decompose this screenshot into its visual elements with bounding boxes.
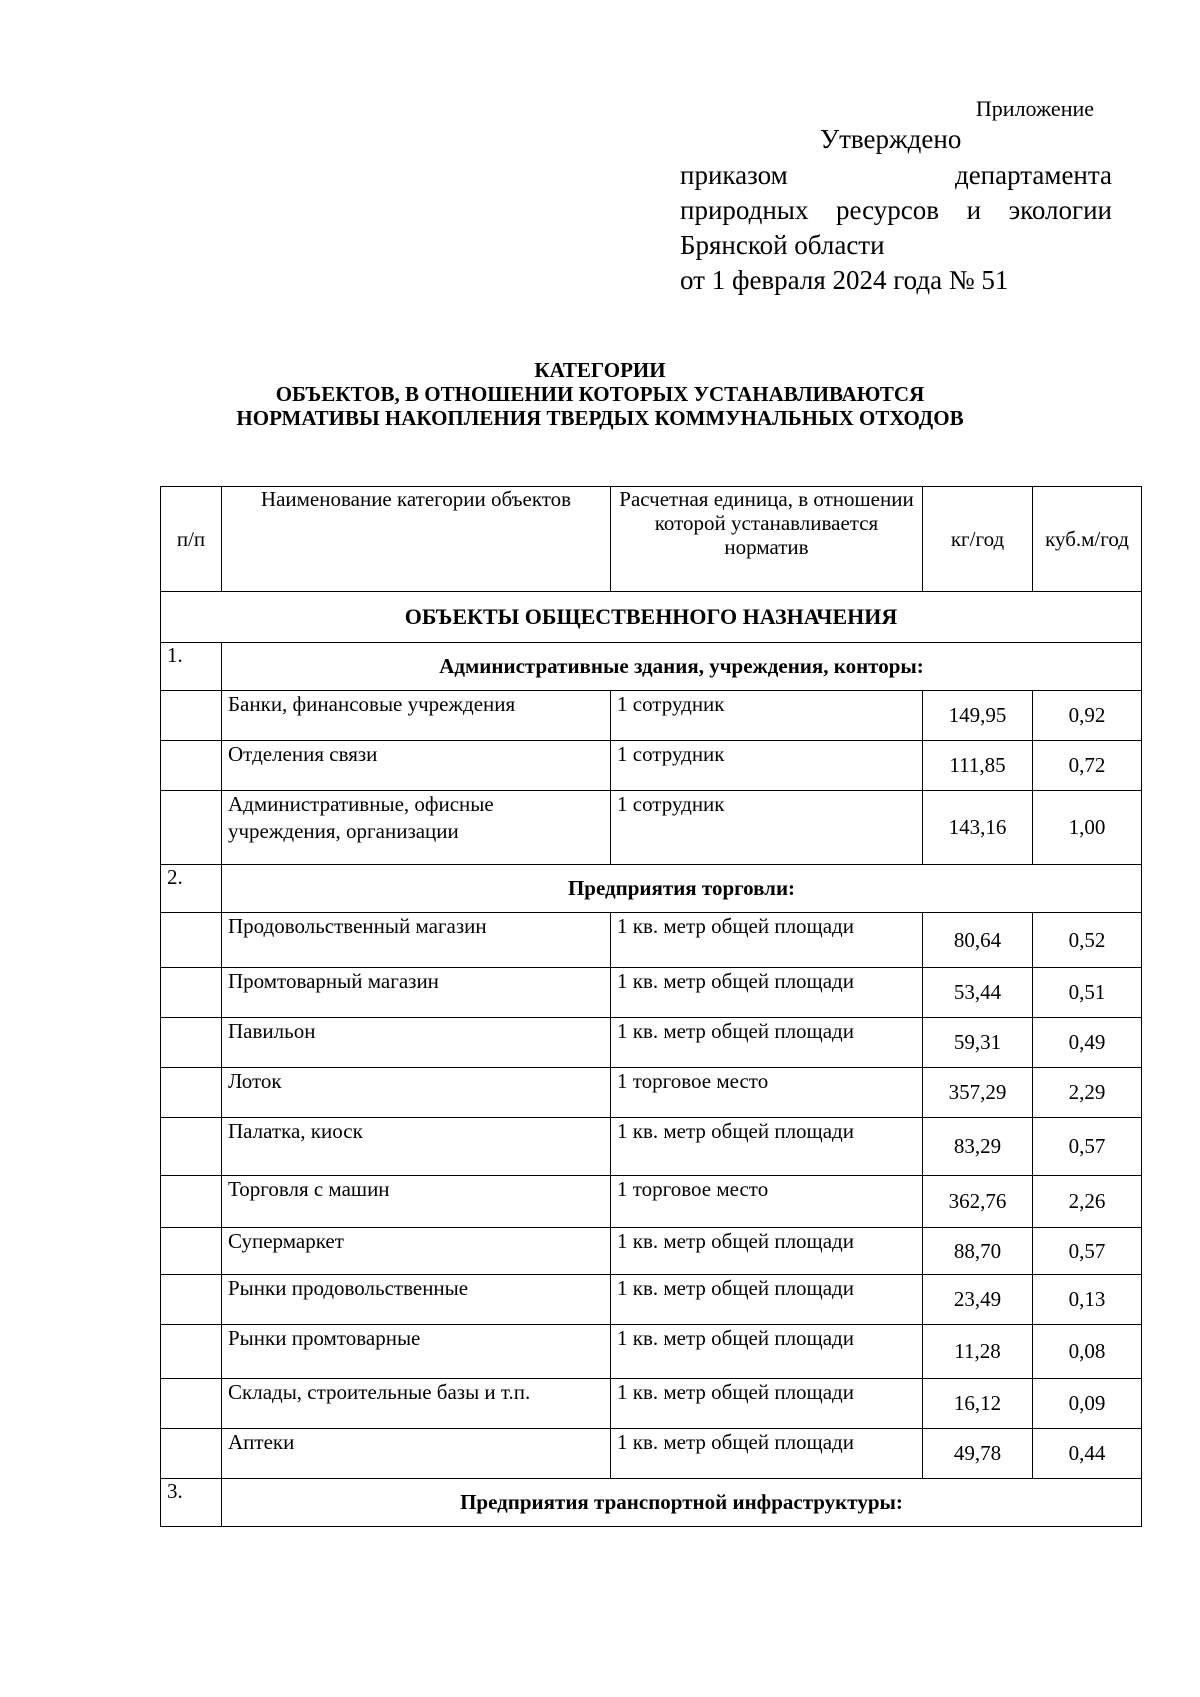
calc-unit: 1 кв. метр общей площади: [611, 1379, 923, 1429]
document-title: [0, 358, 1200, 430]
category-name: Супермаркет: [222, 1228, 611, 1275]
category-name: Административные, офисные учреждения, организации: [222, 791, 611, 865]
calc-unit: 1 кв. метр общей площади: [611, 1228, 923, 1275]
approval-block: [0, 0, 1200, 300]
approval-line-1: [680, 158, 1112, 193]
approval-order-text: [680, 158, 1112, 298]
table-row: [161, 1228, 1142, 1275]
table-row: [161, 1379, 1142, 1429]
kg-per-year: 53,44: [923, 968, 1033, 1018]
group-row: [161, 1479, 1142, 1527]
approval-line-3: Брянской области: [680, 230, 885, 260]
cubic-m-per-year: 0,08: [1033, 1325, 1142, 1379]
empty-cell: [161, 1068, 222, 1118]
empty-cell: [161, 791, 222, 865]
category-name: Отделения связи: [222, 741, 611, 791]
table-row: [161, 913, 1142, 968]
header-m3: куб.м/год: [1033, 487, 1142, 592]
table-row: [161, 1118, 1142, 1176]
kg-per-year: 143,16: [923, 791, 1033, 865]
table-body: [161, 592, 1142, 1527]
category-name: Банки, финансовые учреждения: [222, 691, 611, 741]
kg-per-year: 59,31: [923, 1018, 1033, 1068]
kg-per-year: 83,29: [923, 1118, 1033, 1176]
cubic-m-per-year: 2,29: [1033, 1068, 1142, 1118]
kg-per-year: 111,85: [923, 741, 1033, 791]
group-title: Предприятия транспортной инфраструктуры:: [222, 1479, 1142, 1527]
title-line-1: КАТЕГОРИИ: [534, 358, 666, 382]
kg-per-year: 49,78: [923, 1429, 1033, 1479]
empty-cell: [161, 1275, 222, 1325]
category-name: Торговля с машин: [222, 1176, 611, 1228]
approval-line-4: от 1 февраля 2024 года № 51: [680, 265, 1009, 295]
table-row: [161, 691, 1142, 741]
calc-unit: 1 кв. метр общей площади: [611, 968, 923, 1018]
table-row: [161, 741, 1142, 791]
cubic-m-per-year: 2,26: [1033, 1176, 1142, 1228]
calc-unit: 1 сотрудник: [611, 741, 923, 791]
calc-unit: 1 кв. метр общей площади: [611, 1325, 923, 1379]
table-row: [161, 1018, 1142, 1068]
header-num: п/п: [161, 487, 222, 592]
group-number: 1.: [161, 643, 222, 691]
group-row: [161, 865, 1142, 913]
norms-table: [160, 486, 1142, 1527]
cubic-m-per-year: 0,51: [1033, 968, 1142, 1018]
title-line-3: НОРМАТИВЫ НАКОПЛЕНИЯ ТВЕРДЫХ КОММУНАЛЬНЫХ ОТХОДОВ: [236, 406, 964, 430]
cubic-m-per-year: 1,00: [1033, 791, 1142, 865]
empty-cell: [161, 1118, 222, 1176]
category-name: Аптеки: [222, 1429, 611, 1479]
empty-cell: [161, 1325, 222, 1379]
kg-per-year: 88,70: [923, 1228, 1033, 1275]
approval-line-1-left: приказом: [680, 160, 788, 190]
calc-unit: 1 сотрудник: [611, 791, 923, 865]
group-title: Предприятия торговли:: [222, 865, 1142, 913]
table-row: [161, 968, 1142, 1018]
calc-unit: 1 кв. метр общей площади: [611, 1018, 923, 1068]
calc-unit: 1 кв. метр общей площади: [611, 913, 923, 968]
category-name: Лоток: [222, 1068, 611, 1118]
kg-per-year: 11,28: [923, 1325, 1033, 1379]
empty-cell: [161, 1228, 222, 1275]
table-header-row: [161, 487, 1142, 592]
header-kg: кг/год: [923, 487, 1033, 592]
approval-line-1-right: департамента: [954, 160, 1112, 190]
kg-per-year: 23,49: [923, 1275, 1033, 1325]
calc-unit: 1 торговое место: [611, 1068, 923, 1118]
empty-cell: [161, 1176, 222, 1228]
cubic-m-per-year: 0,57: [1033, 1228, 1142, 1275]
empty-cell: [161, 1018, 222, 1068]
appendix-label: Приложение: [975, 96, 1094, 121]
cubic-m-per-year: 0,52: [1033, 913, 1142, 968]
kg-per-year: 80,64: [923, 913, 1033, 968]
empty-cell: [161, 1429, 222, 1479]
approval-line-2: природных ресурсов и экологии: [680, 195, 1112, 225]
empty-cell: [161, 741, 222, 791]
category-name: Павильон: [222, 1018, 611, 1068]
calc-unit: 1 кв. метр общей площади: [611, 1275, 923, 1325]
table-row: [161, 791, 1142, 865]
table-row: [161, 1275, 1142, 1325]
cubic-m-per-year: 0,72: [1033, 741, 1142, 791]
kg-per-year: 357,29: [923, 1068, 1033, 1118]
cubic-m-per-year: 0,92: [1033, 691, 1142, 741]
section-title: ОБЪЕКТЫ ОБЩЕСТВЕННОГО НАЗНАЧЕНИЯ: [161, 592, 1142, 643]
cubic-m-per-year: 0,57: [1033, 1118, 1142, 1176]
header-name: Наименование категории объектов: [222, 487, 611, 592]
kg-per-year: 16,12: [923, 1379, 1033, 1429]
header-unit: Расчетная единица, в отношении которой устанавливается норматив: [611, 487, 923, 592]
category-name: Палатка, киоск: [222, 1118, 611, 1176]
calc-unit: 1 кв. метр общей площади: [611, 1118, 923, 1176]
category-name: Рынки промтоварные: [222, 1325, 611, 1379]
category-name: Рынки продовольственные: [222, 1275, 611, 1325]
section-row: [161, 592, 1142, 643]
calc-unit: 1 торговое место: [611, 1176, 923, 1228]
kg-per-year: 362,76: [923, 1176, 1033, 1228]
kg-per-year: 149,95: [923, 691, 1033, 741]
empty-cell: [161, 1379, 222, 1429]
cubic-m-per-year: 0,44: [1033, 1429, 1142, 1479]
cubic-m-per-year: 0,09: [1033, 1379, 1142, 1429]
cubic-m-per-year: 0,13: [1033, 1275, 1142, 1325]
approved-label: Утверждено: [820, 124, 962, 154]
empty-cell: [161, 968, 222, 1018]
cubic-m-per-year: 0,49: [1033, 1018, 1142, 1068]
group-row: [161, 643, 1142, 691]
category-name: Промтоварный магазин: [222, 968, 611, 1018]
table-row: [161, 1068, 1142, 1118]
group-title: Административные здания, учреждения, конторы:: [222, 643, 1142, 691]
group-number: 3.: [161, 1479, 222, 1527]
empty-cell: [161, 691, 222, 741]
table-row: [161, 1176, 1142, 1228]
table-row: [161, 1429, 1142, 1479]
title-line-2: ОБЪЕКТОВ, В ОТНОШЕНИИ КОТОРЫХ УСТАНАВЛИВАЮТСЯ: [275, 382, 925, 406]
group-number: 2.: [161, 865, 222, 913]
calc-unit: 1 кв. метр общей площади: [611, 1429, 923, 1479]
category-name: Продовольственный магазин: [222, 913, 611, 968]
calc-unit: 1 сотрудник: [611, 691, 923, 741]
category-name: Склады, строительные базы и т.п.: [222, 1379, 611, 1429]
table-row: [161, 1325, 1142, 1379]
empty-cell: [161, 913, 222, 968]
